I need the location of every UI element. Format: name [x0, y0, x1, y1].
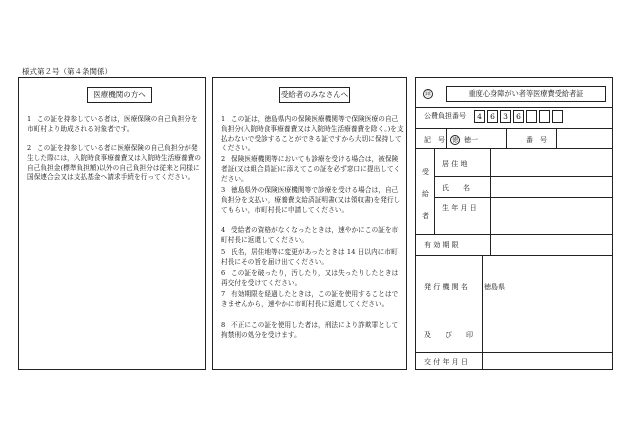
panel-title: 受給者のみなさんへ [279, 87, 350, 103]
issue-date-label: 交 付 年 月 日 [424, 358, 468, 366]
item-text: 保険医療機関等においても診療を受ける場合は，被保険者証(又は組合員証)に添えてこの証を必ず窓口に提出してください。 [221, 155, 401, 183]
birthdate-label: 生 年 月 日 [442, 204, 477, 212]
issuer-label: 発 行 機 関 名 [424, 283, 468, 291]
digit-cell [552, 110, 563, 123]
name-label: 氏 名 [442, 184, 470, 192]
digit-cell: 6 [487, 110, 498, 123]
public-burden-label: 公費負担番号 [424, 112, 466, 120]
item-text: 徳島県外の保険医療機関等で診療を受ける場合は，自己負担分を支払い，療養費支給済証明書(又は領収書)を発行してもらい，市町村長に申請してください。 [221, 186, 401, 214]
recipient-notice-panel [212, 77, 407, 370]
item-text: 氏名，居住地等に変更があったときは 14 日以内に市町村長にその旨を届け出てください。 [221, 248, 398, 266]
symbol-label: 記 号 [424, 136, 445, 144]
medical-institution-panel [18, 77, 206, 370]
form-number-label: 様式第２号（第４条関係） [22, 67, 112, 76]
digit-cell: 6 [513, 110, 524, 123]
digit-cell [526, 110, 537, 123]
item-number: 7 [221, 290, 226, 298]
certificate-title: 重度心身障がい者等医療費受給者証 [446, 86, 606, 102]
seal-mark [423, 89, 433, 99]
item-text: この証を破ったり，汚したり，又は失ったりしたときは再交付を受けてください。 [221, 269, 399, 287]
symbol-value: 徳一 [464, 136, 478, 144]
seal-circle: ㊞ [424, 91, 431, 98]
item-text: 不正にこの証を使用した者は，刑法により詐欺罪として拘禁刑の処分を受けます。 [221, 321, 399, 339]
item-number: 6 [221, 269, 226, 277]
toku-circle: 徳 [451, 137, 458, 144]
public-burden-digits [474, 110, 607, 123]
address-label: 居 住 地 [442, 160, 468, 168]
item-text: この証を持参している者に医療保険の自己負担分が発生した際には，入院時食事療養費又は入院時生活療養費の自己負担金(標準負担額)以外の自己負担分は従来と同様に国保連合会又は支払基金へ請求手続を行ってください。 [27, 144, 202, 182]
toku-seal [450, 135, 460, 145]
item-number: 1 [221, 115, 226, 123]
item-text: この証は，徳島県内の保険医療機関等で保険医療の自己負担分(入院時食事療養費又は入院時生活療養費を除く。)を支払わないで受診することができる証ですから大切に保持してください。 [221, 115, 404, 153]
item-number: 4 [221, 226, 226, 234]
recipient-label: 受給者 [422, 168, 429, 220]
item-text: 有効期限を経過したときは，この証を使用することはできませんから，速やかに市町村長に返還してください。 [221, 290, 399, 308]
item-number: 1 [27, 115, 32, 123]
issuer-value: 徳島県 [484, 283, 505, 291]
item-number: 3 [221, 186, 226, 194]
number-label: 番 号 [526, 136, 547, 144]
item-number: 2 [27, 144, 32, 152]
item-number: 2 [221, 155, 226, 163]
item-text: 受給者の資格がなくなったときは，速やかにこの証を市町村長に返還してください。 [221, 226, 399, 244]
panel-title: 医療機関の方へ [87, 87, 152, 103]
seal-label: 及 び 印 [424, 331, 473, 339]
digit-cell [539, 110, 550, 123]
digit-cell: 4 [474, 110, 485, 123]
item-number: 5 [221, 248, 226, 256]
expiry-label: 有 効 期 限 [424, 241, 459, 249]
item-number: 8 [221, 321, 226, 329]
certificate-panel [415, 77, 613, 370]
item-text: この証を持参している者は，医療保険の自己負担分を市町村より助成される対象者です。 [27, 115, 198, 133]
digit-cell: 3 [500, 110, 511, 123]
